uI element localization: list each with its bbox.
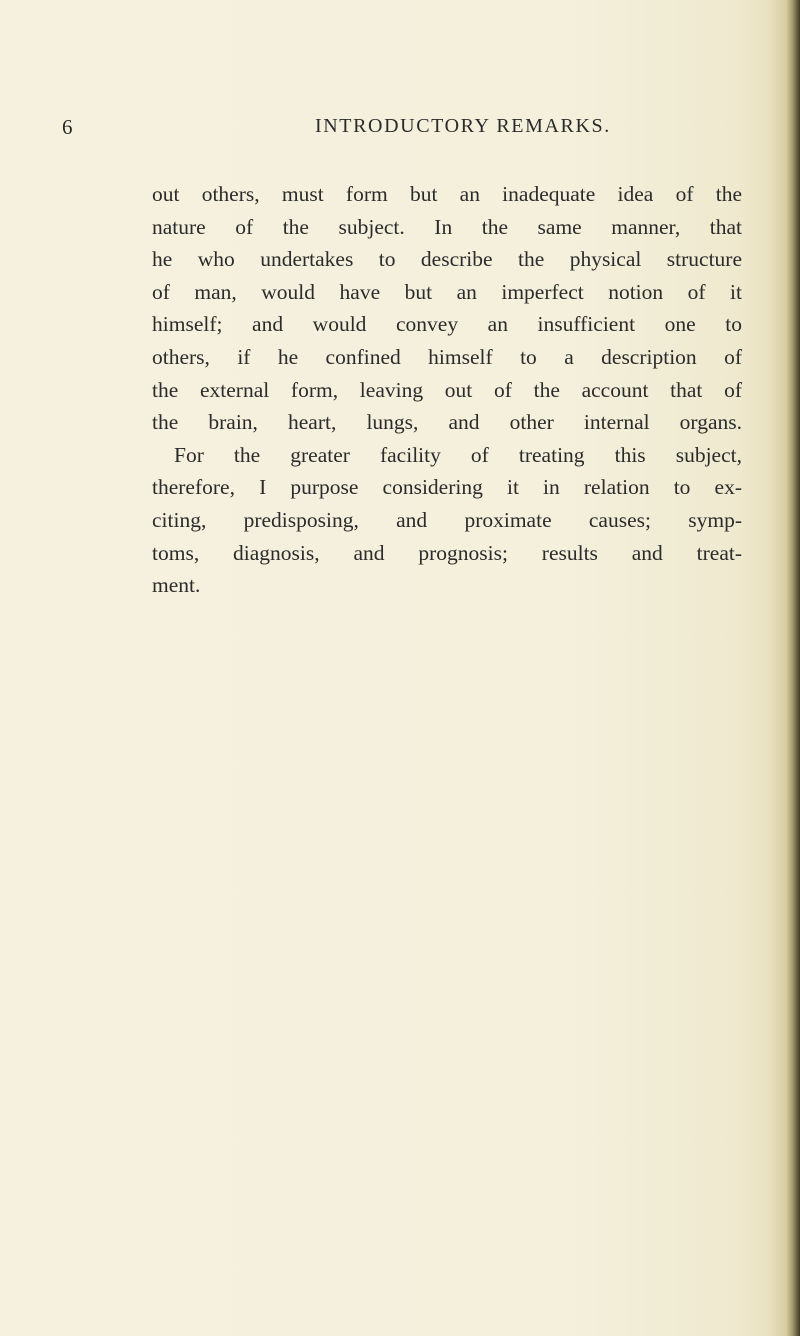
text-line: he who undertakes to describe the physical structure: [152, 247, 742, 272]
text-line: therefore, I purpose considering it in relation to ex-: [152, 475, 742, 500]
text-line: nature of the subject. In the same manner, that: [152, 214, 742, 239]
page-number: 6: [62, 115, 73, 139]
text-line: himself; and would convey an insufficient one to: [152, 312, 742, 337]
paragraph-first-line: For the greater facility of treating this subject,: [174, 442, 742, 467]
text-line: ment.: [152, 573, 201, 598]
running-header: [62, 115, 742, 145]
running-title: INTRODUCTORY REMARKS.: [315, 115, 611, 137]
text-line: of man, would have but an imperfect notion of it: [152, 279, 742, 304]
text-line: citing, predisposing, and proximate causes; symp-: [152, 507, 742, 532]
text-line: others, if he confined himself to a description of: [152, 344, 742, 369]
body-text: [152, 178, 742, 602]
text-line: the brain, heart, lungs, and other internal organs.: [152, 410, 742, 435]
page-edge-shadow: [786, 0, 800, 1336]
text-line: the external form, leaving out of the account that of: [152, 377, 742, 402]
text-line: out others, must form but an inadequate idea of the: [152, 182, 742, 206]
text-line: toms, diagnosis, and prognosis; results and treat-: [152, 540, 742, 565]
